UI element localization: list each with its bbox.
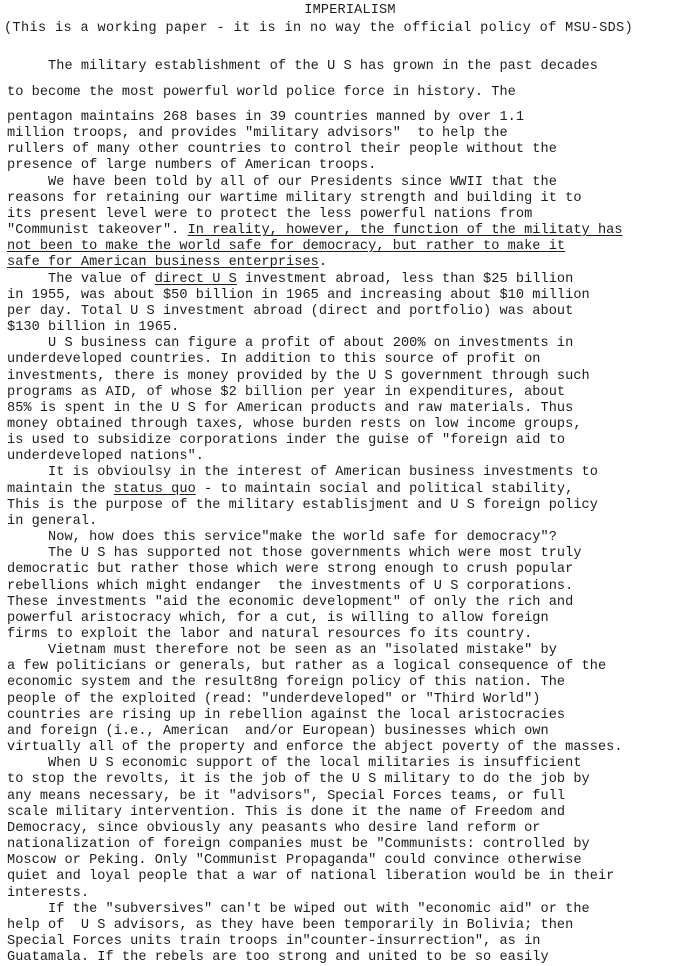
- line-text: If the "subversives" can't be wiped out with "economic aid" or the: [7, 901, 590, 917]
- text-line: [7, 417, 697, 433]
- text-line: [7, 692, 697, 708]
- line-text: reasons for retaining our wartime military strength and building it to: [7, 190, 582, 206]
- text-line: [7, 54, 697, 80]
- line-text: a few politicians or generals, but rather as a logical consequence of the: [7, 659, 607, 675]
- document-subtitle: (This is a working paper - it is in no way the official policy of MSU-SDS): [4, 21, 634, 36]
- text-line: [7, 675, 697, 691]
- text-line: [7, 126, 697, 142]
- line-text: democratic but rather those which were strong enough to crush popular: [7, 562, 574, 578]
- text-line: [7, 659, 697, 675]
- underlined-text: not been to make the world safe for democracy, but rather to make it: [7, 239, 566, 255]
- text-line: [7, 385, 697, 401]
- text-line: [7, 110, 697, 126]
- line-text: 85% is spent in the U S for American products and raw materials. Thus: [7, 400, 574, 416]
- text-line: [7, 80, 697, 106]
- line-text: is used to subsidize corporations inder the guise of "foreign aid to: [7, 433, 566, 449]
- text-line: [7, 320, 697, 336]
- text-line: [7, 756, 697, 772]
- text-line: [7, 740, 697, 756]
- underlined-text: status quo: [113, 481, 196, 497]
- text-line: [7, 482, 697, 498]
- text-line: [7, 918, 697, 934]
- line-text: The value of: [7, 271, 155, 287]
- line-text: people of the exploited (read: "underdeveloped" or "Third World"): [7, 691, 541, 707]
- text-line: [7, 708, 697, 724]
- line-text: help of U S advisors, as they have been temporarily in Bolivia; then: [7, 917, 574, 933]
- line-text: its present level were to protect the less powerful nations from: [7, 206, 533, 222]
- line-text: money obtained through taxes, whose burden rests on low income groups,: [7, 416, 582, 432]
- text-line: [7, 336, 697, 352]
- line-text: investments, there is money provided by the U S government through such: [7, 368, 590, 384]
- text-line: [7, 562, 697, 578]
- line-text: Guatamala. If the rebels are too strong and united to be so easily: [7, 950, 549, 966]
- line-text: Special Forces units train troops in"counter-insurrection", as in: [7, 933, 541, 949]
- line-text: pentagon maintains 268 bases in 39 countries manned by over 1.1: [7, 110, 525, 125]
- line-text: presence of large numbers of American troops.: [7, 158, 377, 174]
- line-text: programs as AID, of whose $2 billion per year in expenditures, about: [7, 384, 566, 400]
- line-text: Democracy, since obviously any peasants who desire land reform or: [7, 820, 541, 836]
- line-text-tail: investment abroad, less than $25 billion: [236, 271, 574, 287]
- line-text: countries are rising up in rebellion against the local aristocracies: [7, 707, 566, 723]
- line-text: "Communist takeover".: [7, 223, 188, 239]
- text-line: [7, 142, 697, 158]
- line-text: It is obvioulsy in the interest of American business investments to: [7, 465, 598, 481]
- line-text: This is the purpose of the military establisjment and U S foreign policy: [7, 497, 598, 513]
- text-line: [7, 546, 697, 562]
- line-text: virtually all of the property and enforce the abject poverty of the masses.: [7, 740, 623, 756]
- document-body: [7, 54, 697, 966]
- line-text: We have been told by all of our Presidents since WWII that the: [7, 174, 557, 190]
- text-line: [7, 853, 697, 869]
- line-text: any means necessary, be it "advisors", Special Forces teams, or full: [7, 788, 566, 804]
- text-line: [7, 805, 697, 821]
- line-text: When U S economic support of the local militaries is insufficient: [7, 756, 582, 772]
- line-text: U S business can figure a profit of about 200% on investments in: [7, 336, 574, 352]
- text-line: [7, 821, 697, 837]
- text-line: [7, 869, 697, 885]
- line-text: firms to exploit the labor and natural resources fo its country.: [7, 627, 533, 642]
- line-text: rebellions which might endanger the investments of U S corporations.: [7, 578, 574, 594]
- text-line: [7, 950, 697, 966]
- text-line: [7, 724, 697, 740]
- text-line: [7, 627, 697, 643]
- text-line: [7, 465, 697, 481]
- text-line: [7, 191, 697, 207]
- text-line: [7, 514, 697, 530]
- text-line: [7, 498, 697, 514]
- text-line: [7, 772, 697, 788]
- text-line: [7, 902, 697, 918]
- text-line: [7, 595, 697, 611]
- line-text: nationalization of foreign companies must be "Communists: controlled by: [7, 837, 590, 853]
- text-line: [7, 789, 697, 805]
- line-text: underdeveloped countries. In addition to this source of profit on: [7, 352, 541, 368]
- line-text: and foreign (i.e., American and/or European) businesses which own: [7, 723, 549, 739]
- line-text: scale military intervention. This is done it the name of Freedom and: [7, 804, 566, 820]
- text-line: [7, 433, 697, 449]
- text-line: [7, 352, 697, 368]
- line-text: to become the most powerful world police force in history. The: [7, 85, 516, 100]
- line-text: quiet and loyal people that a war of national liberation would be in their: [7, 869, 615, 885]
- line-text: Vietnam must therefore not be seen as an "isolated mistake" by: [7, 643, 557, 659]
- text-line: [7, 934, 697, 950]
- line-text: in 1955, was about $50 billion in 1965 and increasing about $10 million: [7, 287, 590, 303]
- line-text: maintain the: [7, 481, 114, 497]
- line-text: Now, how does this service"make the world safe for democracy"?: [7, 530, 557, 546]
- line-text-tail: - to maintain social and political stability,: [195, 481, 574, 497]
- line-text: economic system and the result8ng foreign policy of this nation. The: [7, 675, 566, 691]
- text-line: [7, 837, 697, 853]
- line-text: The U S has supported not those governments which were most truly: [7, 546, 582, 562]
- line-text: in general.: [7, 513, 98, 529]
- line-text: $130 billion in 1965.: [7, 320, 180, 336]
- line-text: to stop the revolts, it is the job of the U S military to do the job by: [7, 772, 590, 788]
- text-line: [7, 255, 697, 271]
- line-text: Moscow or Peking. Only "Communist Propaganda" could convince otherwise: [7, 853, 582, 869]
- document-title: IMPERIALISM: [304, 3, 396, 18]
- text-line: [7, 643, 697, 659]
- text-line: [7, 239, 697, 255]
- text-line: [7, 530, 697, 546]
- line-text: The military establishment of the U S has grown in the past decades: [7, 59, 598, 74]
- text-line: [7, 223, 697, 239]
- text-line: [7, 175, 697, 191]
- underlined-text: direct U S: [154, 271, 237, 287]
- line-text: rullers of many other countries to control their people without the: [7, 142, 557, 158]
- text-line: [7, 207, 697, 223]
- line-text: These investments "aid the economic development" of only the rich and: [7, 594, 574, 610]
- text-line: [7, 288, 697, 304]
- line-text: underdeveloped nations".: [7, 449, 204, 465]
- underlined-text: safe for American business enterprises: [7, 255, 319, 271]
- line-text: powerful aristocracy which, for a cut, is willing to allow foreign: [7, 610, 549, 626]
- text-line: [7, 401, 697, 417]
- text-line: [7, 369, 697, 385]
- text-line: [7, 272, 697, 288]
- line-text-tail: .: [318, 255, 328, 271]
- text-line: [7, 579, 697, 595]
- text-line: [7, 449, 697, 465]
- text-line: [7, 304, 697, 320]
- text-line: [7, 886, 697, 902]
- text-line: [7, 158, 697, 174]
- line-text: million troops, and provides "military advisors" to help the: [7, 126, 508, 142]
- underlined-text: In reality, however, the function of the militaty has: [187, 223, 623, 239]
- text-line: [7, 611, 697, 627]
- line-text: interests.: [7, 885, 90, 901]
- line-text: per day. Total U S investment abroad (direct and portfolio) was about: [7, 303, 574, 319]
